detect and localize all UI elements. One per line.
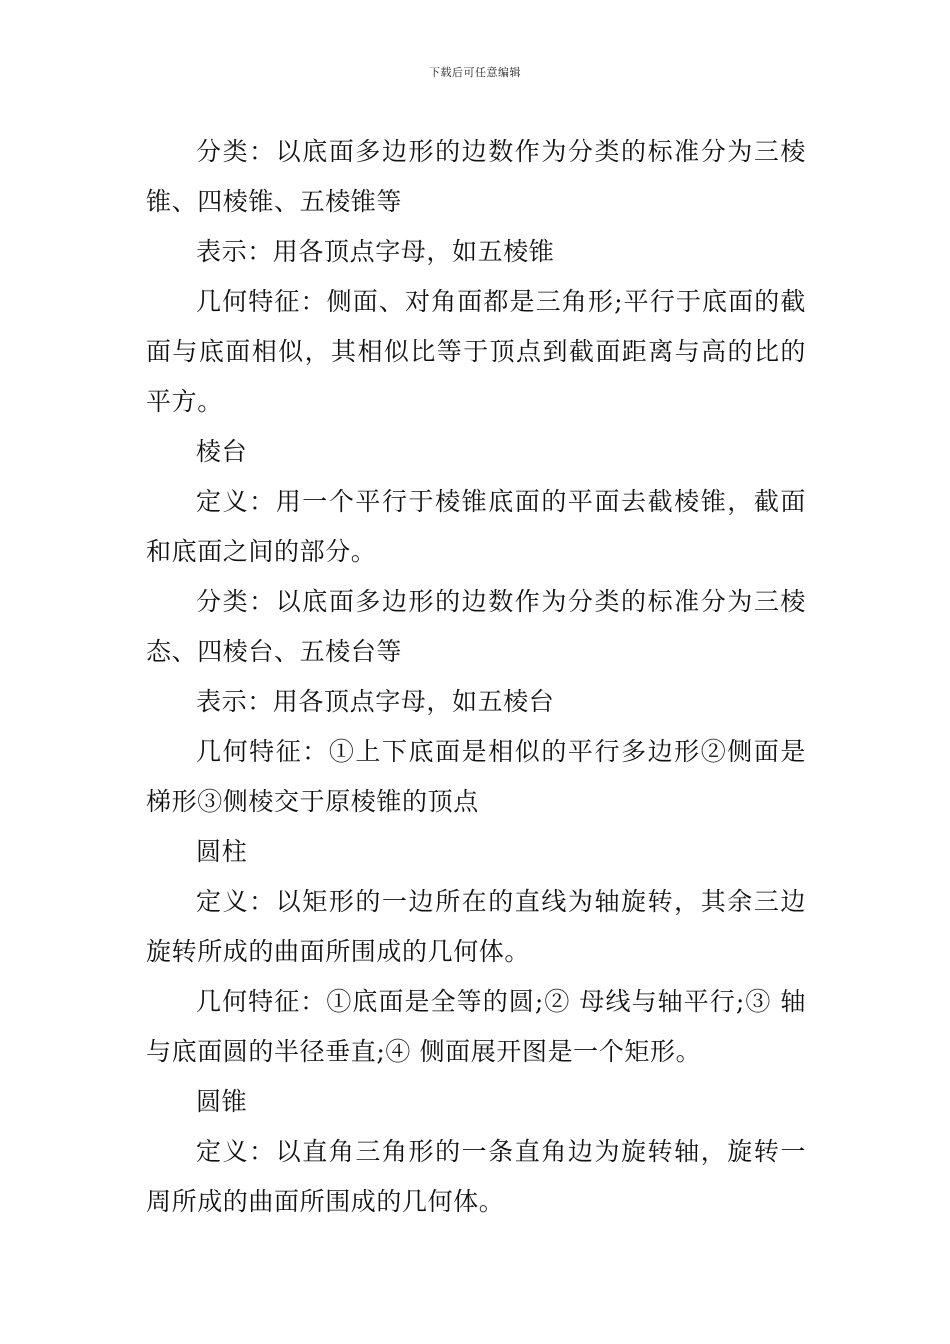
paragraph-pyramid-features: 几何特征：侧面、对角面都是三角形;平行于底面的截面与底面相似，其相似比等于顶点到截面距离与高的比的平方。: [146, 287, 806, 416]
page-header: 下载后可任意编辑: [429, 66, 521, 79]
paragraph-frustum-definition: 定义：用一个平行于棱锥底面的平面去截棱锥，截面和底面之间的部分。: [146, 487, 806, 566]
section-heading-cylinder: 圆柱: [196, 837, 248, 866]
paragraph-pyramid-classification: 分类：以底面多边形的边数作为分类的标准分为三棱锥、四棱锥、五棱锥等: [146, 137, 806, 216]
section-heading-cone: 圆锥: [196, 1087, 248, 1116]
paragraph-frustum-notation: 表示：用各顶点字母，如五棱台: [196, 687, 555, 716]
paragraph-frustum-classification: 分类：以底面多边形的边数作为分类的标准分为三棱态、四棱台、五棱台等: [146, 587, 806, 666]
paragraph-frustum-features: 几何特征：①上下底面是相似的平行多边形②侧面是梯形③侧棱交于原棱锥的顶点: [146, 737, 806, 816]
paragraph-cylinder-features: 几何特征：①底面是全等的圆;② 母线与轴平行;③ 轴与底面圆的半径垂直;④ 侧面展开图是一个矩形。: [146, 987, 806, 1066]
paragraph-cone-definition: 定义：以直角三角形的一条直角边为旋转轴，旋转一周所成的曲面所围成的几何体。: [146, 1137, 806, 1216]
paragraph-pyramid-notation: 表示：用各顶点字母，如五棱锥: [196, 237, 555, 266]
document-body: [146, 127, 806, 1227]
section-heading-frustum: 棱台: [196, 437, 248, 466]
paragraph-cylinder-definition: 定义：以矩形的一边所在的直线为轴旋转，其余三边旋转所成的曲面所围成的几何体。: [146, 887, 806, 966]
